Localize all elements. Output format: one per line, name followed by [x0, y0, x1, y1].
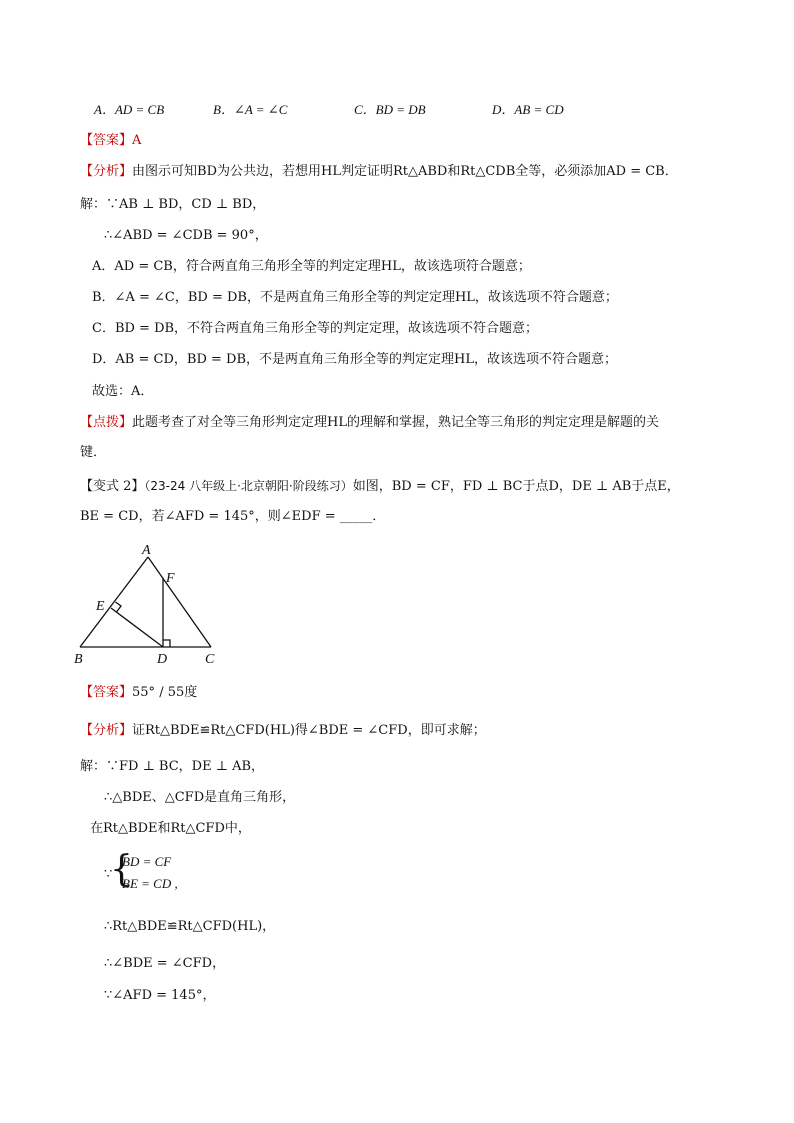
analysis-tag: 【分析】 — [80, 723, 133, 738]
side-ab — [80, 557, 148, 647]
system-equation-1: BD = CF — [122, 854, 172, 869]
analysis-text: 由图示可知BD为公共边，若想用HL判定证明Rt△ABD和Rt△CDB全等，必须添加AD = CB． — [132, 164, 678, 179]
variant2-stem-line-2: BE = CD，若∠AFD = 145°，则∠EDF = _____． — [80, 509, 386, 524]
label-b: B — [74, 652, 83, 667]
right-angle-mark-d — [163, 640, 170, 647]
q2-solution-line-3: 在Rt△BDE和Rt△CFD中， — [90, 821, 251, 836]
q1-solution-line-3: A．AD = CB，符合两直角三角形全等的判定定理HL，故该选项符合题意； — [92, 259, 531, 274]
q2-solution-line-6: ∵∠AFD = 145°， — [104, 988, 216, 1003]
q2-solution-line-5: ∴∠BDE = ∠CFD， — [104, 956, 226, 971]
analysis-tag: 【分析】 — [80, 164, 133, 179]
answer-tag: 【答案】 — [80, 133, 133, 148]
q1-solution-line-6: D．AB = CD，BD = DB，不是两直角三角形全等的判定定理HL，故该选项不符合题意； — [92, 352, 617, 367]
label-f: F — [166, 571, 175, 586]
q1-solution-line-1: 解：∵AB ⊥ BD，CD ⊥ BD， — [80, 197, 266, 212]
segment-de — [111, 608, 163, 647]
q1-point-line-2: 键． — [80, 445, 107, 460]
answer-tag: 【答案】 — [80, 685, 133, 700]
system-brace: { — [110, 849, 133, 890]
q1-solution-line-4: B．∠A = ∠C，BD = DB，不是两直角三角形全等的判定定理HL，故该选项不符合题意； — [92, 290, 618, 305]
q2-analysis-line — [80, 722, 486, 740]
right-angle-mark-e — [116, 602, 122, 612]
q1-solution-line-5: C．BD = DB，不符合两直角三角形全等的判定定理，故该选项不符合题意； — [92, 321, 539, 336]
side-ac — [148, 557, 211, 647]
answer-value: 55° / 55度 — [132, 685, 198, 700]
q2-solution-line-2: ∴△BDE、△CFD是直角三角形， — [104, 790, 296, 805]
analysis-text: 证Rt△BDE≌Rt△CFD(HL)得∠BDE = ∠CFD，即可求解； — [132, 723, 486, 738]
q2-solution-line-4: ∴Rt△BDE≌Rt△CFD(HL)， — [104, 919, 276, 934]
variant2-tag: 【变式 2】 — [80, 479, 145, 494]
label-d: D — [157, 652, 168, 667]
option-c: C．BD = DB — [354, 102, 426, 117]
because-symbol: ∵ — [104, 867, 113, 882]
option-b: B．∠A = ∠C — [213, 102, 288, 117]
q1-solution-line-2: ∴∠ABD = ∠CDB = 90°， — [104, 228, 268, 243]
option-d: D．AB = CD — [492, 102, 564, 117]
label-c: C — [205, 652, 215, 667]
answer-value: A — [132, 133, 142, 148]
option-a: A．AD = CB — [94, 102, 165, 117]
point-tag: 【点拨】 — [80, 415, 133, 430]
system-equation-2: BE = CD , — [122, 876, 178, 891]
q1-solution-line-7: 故选：A． — [92, 384, 154, 399]
label-a: A — [142, 543, 151, 558]
q2-answer-line — [80, 684, 197, 702]
point-text: 此题考查了对全等三角形判定定理HL的理解和掌握，熟记全等三角形的判定定理是解题的关 — [132, 415, 659, 430]
variant2-stem-1: 如图，BD = CF，FD ⊥ BC于点D，DE ⊥ AB于点E， — [352, 479, 680, 494]
label-e: E — [96, 599, 105, 614]
q2-solution-line-1: 解：∵FD ⊥ BC，DE ⊥ AB， — [80, 759, 265, 774]
variant2-source: （23-24 八年级上·北京朝阳·阶段练习） — [144, 479, 353, 493]
